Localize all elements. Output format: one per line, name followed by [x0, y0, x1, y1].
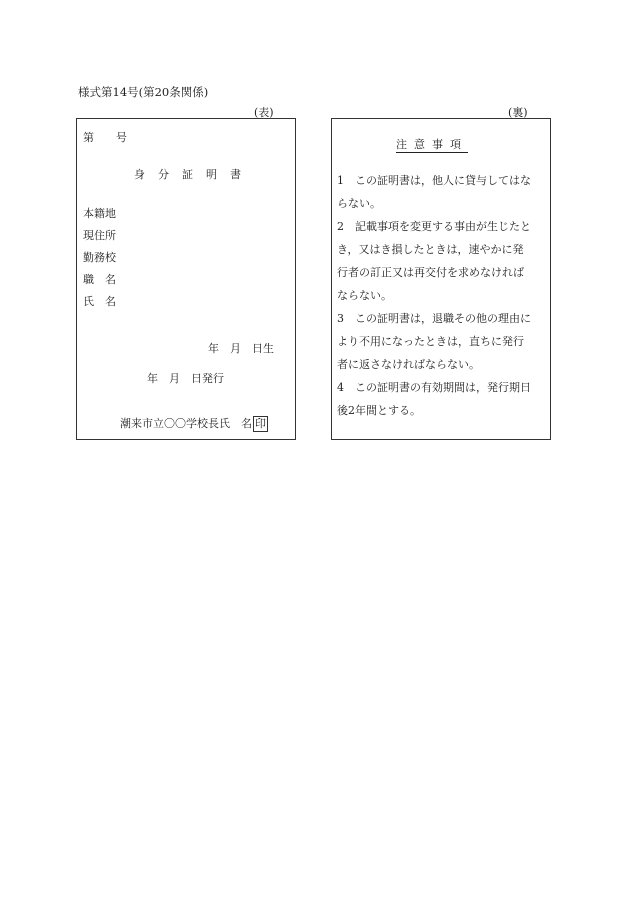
- note-line: 後2年間とする。: [337, 404, 421, 417]
- field-label-honseki: 本籍地: [83, 207, 116, 220]
- note-line: 者に返さなければならない。: [337, 358, 480, 371]
- field-label-school: 勤務校: [83, 251, 116, 264]
- certificate-number-label: 第 号: [83, 131, 127, 144]
- back-side-label: (裏): [508, 106, 528, 119]
- issuer-name: 潮来市立〇〇学校長氏 名: [120, 417, 252, 430]
- field-label-name: 氏 名: [83, 295, 116, 308]
- seal-mark: 印: [255, 417, 266, 430]
- field-label-position: 職 名: [83, 273, 116, 286]
- note-line: 2 記載事項を変更する事由が生じたと: [337, 220, 531, 233]
- front-side-label: (表): [254, 106, 274, 119]
- note-line: 3 この証明書は，退職その他の理由に: [337, 312, 531, 325]
- issuer-line: [120, 415, 268, 432]
- note-line: ならない。: [337, 289, 392, 302]
- certificate-title: 身 分 証 明 書: [134, 168, 242, 181]
- note-line: 4 この証明書の有効期間は，発行期日: [337, 381, 531, 394]
- note-line: より不用になったときは，直ちに発行: [337, 335, 524, 348]
- notes-heading: 注意事項: [396, 138, 468, 151]
- note-line: 1 この証明書は，他人に貸与してはな: [337, 174, 531, 187]
- form-title: 様式第14号(第20条関係): [78, 85, 209, 99]
- field-label-address: 現住所: [83, 229, 116, 242]
- note-line: らない。: [337, 197, 381, 210]
- birth-date: 年 月 日生: [208, 342, 274, 355]
- issue-date: 年 月 日発行: [147, 372, 224, 385]
- note-line: 行者の訂正又は再交付を求めなければ: [337, 266, 524, 279]
- front-card: [76, 118, 296, 440]
- note-line: き，又はき損したときは，速やかに発: [337, 243, 524, 256]
- back-card: [331, 118, 551, 440]
